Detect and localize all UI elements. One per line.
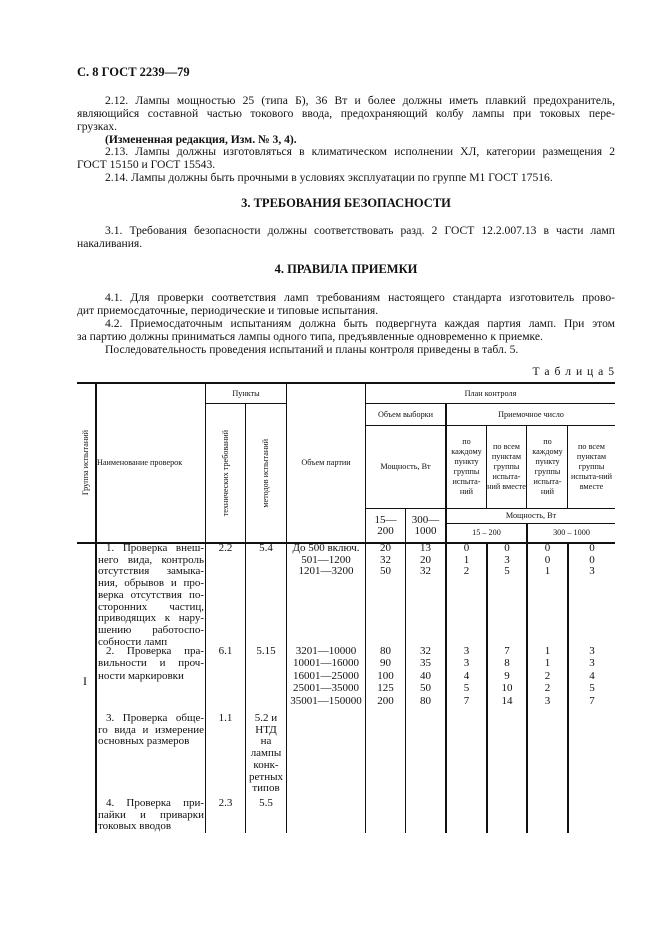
cell-line: приводящих к нару- bbox=[98, 612, 204, 625]
table-cell-method bbox=[246, 713, 286, 795]
section-heading-3: 3. ТРЕБОВАНИЯ БЕЗОПАСНОСТИ bbox=[241, 196, 451, 210]
header-power: Мощность, Вт bbox=[380, 462, 431, 471]
cell-line: 4. Проверка при- bbox=[106, 797, 204, 809]
table-cell-s-low bbox=[366, 543, 405, 578]
table-cell-a3 bbox=[528, 645, 567, 707]
cell-line: 4 bbox=[463, 669, 470, 682]
cell-line: 0 bbox=[504, 542, 510, 554]
header-all-items-low: по всем пунктам группы испыта-ний вместе bbox=[487, 442, 526, 491]
cell-line: 0 bbox=[589, 553, 595, 566]
cell-line: 35001—150000 bbox=[290, 694, 362, 707]
header-points: Пункты bbox=[232, 388, 260, 398]
cell-line: 5.4 bbox=[259, 542, 273, 554]
cell-line: 6.1 bbox=[218, 645, 233, 657]
header-name: Наименование проверок bbox=[97, 458, 183, 467]
cell-line: 5 bbox=[463, 682, 470, 695]
header-acceptance-power: Мощность, Вт bbox=[505, 511, 557, 520]
cell-line: сторонних частиц, bbox=[98, 600, 204, 613]
cell-line: на bbox=[260, 735, 272, 748]
table-cell-a1 bbox=[447, 543, 486, 578]
cell-line: 3 bbox=[589, 645, 595, 657]
cell-line: 25001—35000 bbox=[293, 682, 359, 695]
cell-line: НТД bbox=[255, 723, 277, 736]
text-line: за партию должны приниматься лампы одного типа, предъявленные одновременно к приемке. bbox=[77, 330, 543, 343]
header-acceptance-power-high: 300 – 1000 bbox=[553, 528, 590, 537]
cell-line: 501—1200 bbox=[301, 553, 351, 566]
cell-line: 1. Проверка внеш- bbox=[106, 542, 204, 554]
header-lot-size: Объем партии bbox=[301, 458, 351, 467]
table-cell-a4 bbox=[569, 645, 615, 707]
cell-line: 20 bbox=[380, 542, 391, 554]
cell-line: 3 bbox=[589, 657, 595, 670]
table-cell-method bbox=[246, 798, 286, 810]
cell-line: 50 bbox=[380, 565, 391, 578]
header-per-item-high: по каждому пункту группы испыта-ний bbox=[532, 437, 563, 496]
cell-line: верка отсутствия по- bbox=[98, 588, 204, 601]
table-cell-name bbox=[98, 713, 204, 748]
cell-line: токовых вводов bbox=[98, 820, 172, 833]
cell-line: До 500 включ. bbox=[292, 542, 360, 554]
cell-line: 32 bbox=[420, 645, 431, 657]
cell-line: собности ламп bbox=[98, 635, 168, 648]
text-line: являющийся составной частью токового ввода, предохраняющий колбу лампы при токовых пере- bbox=[77, 107, 615, 120]
cell-line: 32 bbox=[420, 565, 431, 578]
cell-line: 90 bbox=[380, 657, 391, 670]
cell-line: 5.15 bbox=[256, 645, 276, 657]
table-cell-method bbox=[246, 645, 286, 657]
cell-line: 80 bbox=[420, 694, 431, 707]
cell-line: шению работоспо- bbox=[98, 623, 204, 636]
cell-line: 2.2 bbox=[218, 542, 233, 554]
text-line: 4.2. Приемосдаточным испытаниям должна быть подвергнута каждая партия ламп. При этом bbox=[105, 317, 615, 330]
cell-line: 100 bbox=[377, 669, 394, 682]
header-sample-power-high: 300— 1000 bbox=[411, 513, 440, 537]
cell-line: 7 bbox=[504, 645, 510, 657]
cell-line: 1.1 bbox=[218, 712, 233, 724]
group-label: I bbox=[83, 674, 87, 688]
cell-line: 2. Проверка пра- bbox=[106, 645, 204, 657]
cell-line: 1 bbox=[544, 657, 551, 670]
table-cell-name bbox=[98, 543, 204, 648]
cell-line: 125 bbox=[377, 682, 394, 695]
cell-line: 5.2 и bbox=[254, 712, 278, 724]
table-cell-a2 bbox=[488, 645, 526, 707]
cell-line: 16001—25000 bbox=[293, 669, 359, 682]
table-cell-s-low bbox=[366, 645, 405, 707]
cell-line: 80 bbox=[380, 645, 391, 657]
cell-line: 9 bbox=[504, 669, 510, 682]
text-line: грузках. bbox=[77, 120, 118, 133]
cell-line: 7 bbox=[589, 694, 595, 707]
cell-line: 5.5 bbox=[259, 797, 273, 809]
table-cell-lots bbox=[287, 645, 365, 707]
cell-line: 14 bbox=[501, 694, 513, 707]
table-cell-s-high bbox=[406, 543, 445, 578]
cell-line: 1 bbox=[544, 645, 551, 657]
header-all-items-high: по всем пунктам группы испыта-ний вместе bbox=[570, 442, 613, 491]
cell-line: 10001—16000 bbox=[293, 657, 359, 670]
cell-line: отсутствия замыка- bbox=[98, 565, 204, 578]
cell-line: пайки и приварки bbox=[98, 808, 204, 821]
cell-line: лампы bbox=[250, 747, 282, 760]
cell-line: 3 bbox=[544, 694, 551, 707]
header-sample-power-low: 15— 200 bbox=[374, 513, 397, 537]
cell-line: 13 bbox=[420, 542, 431, 554]
table-cell-a3 bbox=[528, 543, 567, 578]
paragraph-4-3: Последовательность проведения испытаний и планы контроля приведены в табл. 5. bbox=[105, 343, 519, 356]
cell-line: основных размеров bbox=[98, 735, 190, 748]
cell-line: 8 bbox=[504, 657, 510, 670]
table-cell-a2 bbox=[488, 543, 526, 578]
cell-line: 2 bbox=[544, 682, 551, 695]
table-cell-a4 bbox=[569, 543, 615, 578]
cell-line: 4 bbox=[589, 669, 595, 682]
cell-line: ния, обрывов и про- bbox=[98, 577, 204, 590]
cell-line: 3 bbox=[463, 645, 470, 657]
cell-line: 32 bbox=[380, 553, 391, 566]
cell-line: 5 bbox=[504, 565, 510, 578]
header-acceptance-power-low: 15 – 200 bbox=[472, 528, 501, 537]
cell-line: 3 bbox=[463, 657, 470, 670]
cell-line: 10 bbox=[501, 682, 513, 695]
cell-line: 2 bbox=[544, 669, 551, 682]
text-line: накаливания. bbox=[77, 237, 143, 250]
table-cell-tech bbox=[206, 713, 245, 725]
cell-line: 1 bbox=[463, 553, 470, 566]
cell-line: 0 bbox=[544, 542, 551, 554]
cell-line: 0 bbox=[544, 553, 551, 566]
table-cell-s-high bbox=[406, 645, 445, 707]
table-cell-lots bbox=[287, 543, 365, 578]
cell-line: 3 bbox=[589, 565, 595, 578]
text-line: 2.12. Лампы мощностью 25 (типа Б), 36 Вт и более должны иметь плавкий предохранитель, bbox=[105, 94, 615, 107]
page-header: С. 8 ГОСТ 2239—79 bbox=[77, 65, 190, 79]
cell-line: него вида, контроль bbox=[98, 553, 204, 566]
amendment-note: (Измененная редакция, Изм. № 3, 4). bbox=[105, 133, 297, 146]
cell-line: 20 bbox=[420, 553, 431, 566]
cell-line: 3 bbox=[504, 553, 510, 566]
header-per-item-low: по каждому пункту группы испыта-ний bbox=[451, 437, 482, 496]
cell-line: 200 bbox=[377, 694, 394, 707]
cell-line: 5 bbox=[589, 682, 595, 695]
text-line: 3.1. Требования безопасности должны соответствовать разд. 2 ГОСТ 12.2.007.13 в части ламп bbox=[105, 224, 615, 237]
cell-line: 1 bbox=[544, 565, 551, 578]
text-line: 4.1. Для проверки соответствия ламп требованиям настоящего стандарта изготовитель прово- bbox=[105, 291, 615, 304]
table-cell-a1 bbox=[447, 645, 486, 707]
header-sample-size: Объем выборки bbox=[377, 409, 434, 419]
table-cell-tech bbox=[206, 543, 245, 555]
cell-line: 2.3 bbox=[218, 797, 233, 809]
header-test-methods: методов испытаний bbox=[261, 438, 270, 508]
cell-line: 0 bbox=[463, 542, 470, 554]
text-line: дит приемосдаточные, периодические и типовые испытания. bbox=[77, 304, 379, 317]
table-rule bbox=[526, 425, 527, 508]
header-group: Группа испытаний bbox=[81, 430, 90, 496]
cell-line: 3201—10000 bbox=[295, 645, 357, 657]
table-cell-method bbox=[246, 543, 286, 555]
cell-line: конк- bbox=[253, 758, 279, 771]
text-line: 2.13. Лампы должны изготовляться в климатическом исполнении ХЛ, категории размещения 2 bbox=[105, 145, 615, 158]
table-cell-tech bbox=[206, 798, 245, 810]
section-heading-4: 4. ПРАВИЛА ПРИЕМКИ bbox=[274, 262, 418, 276]
table-cell-name bbox=[98, 798, 204, 833]
cell-line: 1201—3200 bbox=[298, 565, 354, 578]
header-acceptance-number: Приемочное число bbox=[498, 409, 564, 419]
cell-line: 35 bbox=[420, 657, 431, 670]
cell-line: типов bbox=[252, 782, 280, 795]
text-line: ГОСТ 15150 и ГОСТ 15543. bbox=[77, 158, 216, 171]
cell-line: 7 bbox=[463, 694, 470, 707]
header-control-plan: План контроля bbox=[464, 388, 517, 398]
cell-line: ности маркировки bbox=[98, 669, 184, 682]
cell-line: вильности и проч- bbox=[98, 657, 204, 670]
cell-line: 3. Проверка обще- bbox=[106, 712, 204, 724]
table-caption: Т а б л и ц а 5 bbox=[532, 365, 615, 378]
cell-line: ретных bbox=[249, 770, 283, 783]
table-cell-tech bbox=[206, 645, 245, 657]
cell-line: го вида и измерение bbox=[98, 723, 204, 736]
cell-line: 50 bbox=[420, 682, 431, 695]
cell-line: 40 bbox=[420, 669, 431, 682]
table-5 bbox=[77, 382, 615, 833]
cell-line: 2 bbox=[463, 565, 470, 578]
table-cell-name bbox=[98, 645, 204, 682]
cell-line: 0 bbox=[589, 542, 595, 554]
header-tech-req: технических требований bbox=[220, 429, 230, 517]
paragraph-2-14: 2.14. Лампы должны быть прочными в условиях эксплуатации по группе М1 ГОСТ 17516. bbox=[105, 171, 553, 184]
